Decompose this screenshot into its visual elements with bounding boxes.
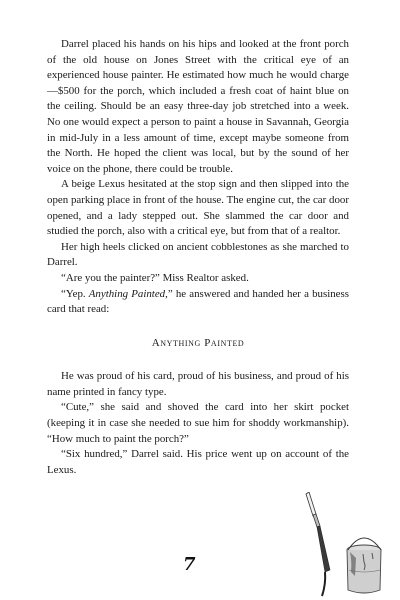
paragraph-4: “Are you the painter?” Miss Realtor asked. bbox=[61, 271, 249, 284]
paragraph-7: “Cute,” she said and shoved the card into her skirt pocket (keeping it in case she needed to sue him for shoddy workmanship). “How much to paint the porch?” bbox=[47, 401, 349, 445]
paragraph-2: A beige Lexus hesitated at the stop sign and then slipped into the open parking place in front of the house. The engine cut, the car door opened, and a lady stepped out. She slammed the car door and studied the porch, also with a critical eye, but from that of a realtor. bbox=[47, 178, 349, 238]
yep-pre: “Yep. bbox=[61, 287, 89, 300]
paint-brush-and-can-icon bbox=[300, 492, 390, 600]
page-number: 7 bbox=[183, 554, 196, 575]
paragraph-1: Darrel placed his hands on his hips and looked at the front porch of the old house on Jones Street with the critical eye of an experienced house painter. He estimated how much he would charge—$500 for the porch, which included a fresh coat of haint blue on the ceiling. Should be an easy three-day job stretched into a week. No one would expect a person to paint a house in Savannah, Georgia in mid-July in a less amount of time, except maybe someone from the North. He hoped the client was local, but by the sound of her voice on the phone, there could be trouble. bbox=[47, 38, 349, 175]
paragraph-6: He was proud of his card, proud of his business, and proud of his name printed in fancy type. bbox=[47, 370, 349, 398]
business-name-italic: Anything Painted bbox=[88, 287, 166, 300]
paragraph-5 bbox=[47, 287, 349, 318]
business-card-text: Anything Painted bbox=[151, 336, 245, 349]
yep-post: ,” he answered and handed her a business card that read: bbox=[47, 287, 349, 316]
paragraph-8: “Six hundred,” Darrel said. His price went up on account of the Lexus. bbox=[47, 448, 349, 476]
body-text bbox=[47, 37, 349, 478]
paragraph-3: Her high heels clicked on ancient cobblestones as she marched to Darrel. bbox=[47, 240, 349, 269]
